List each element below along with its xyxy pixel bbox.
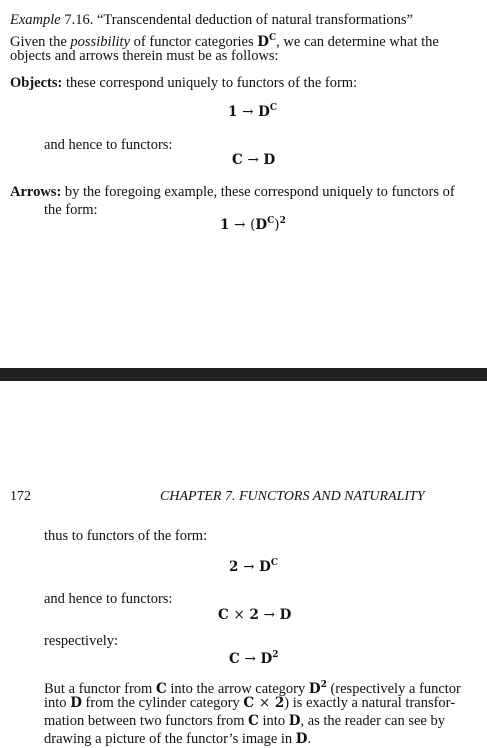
example-number: 7.16. xyxy=(64,12,94,28)
arrows-term: Arrows: xyxy=(10,184,62,200)
para-line-3: mation between two functors from C into D, as the reader can see by xyxy=(44,713,445,729)
intro-emphasis: possibility xyxy=(70,34,131,50)
objects-term: Objects: xyxy=(10,75,63,91)
intro-text-1: Given the xyxy=(10,34,67,50)
arrows-line xyxy=(10,183,455,201)
formula-C-to-D-squared: $C \to D^2$ xyxy=(229,650,279,667)
page-break-bar xyxy=(0,368,487,381)
intro-line-2: objects and arrows therein must be as follows: xyxy=(10,48,279,64)
formula-1-to-DC-squared: $1 \to (D^C)^2$ xyxy=(220,216,286,233)
formula-2-to-DC: $2 \to D^C$ xyxy=(229,558,279,575)
objects-text: these correspond uniquely to functors of the form: xyxy=(65,75,358,91)
intro-text-2: of functor categories xyxy=(133,34,254,50)
arrows-line-2: the form: xyxy=(44,202,98,218)
example-title: “Transcendental deduction of natural transformations” xyxy=(96,12,413,28)
hence-line-2: and hence to functors: xyxy=(44,591,173,607)
arrows-text: by the foregoing example, these correspond uniquely to functors of xyxy=(64,184,455,200)
example-heading xyxy=(10,11,413,29)
page-number: 172 xyxy=(10,489,31,504)
chapter-header: CHAPTER 7. FUNCTORS AND NATURALITY xyxy=(160,489,425,504)
formula-1-to-DC: $1 \to D^C$ xyxy=(228,103,278,120)
math-D-to-C: $D^C$ xyxy=(257,33,277,50)
para-line-4: drawing a picture of the functor’s image in D. xyxy=(44,731,312,747)
respectively-line: respectively: xyxy=(44,633,119,649)
thus-line: thus to functors of the form: xyxy=(44,528,208,544)
example-label: Example xyxy=(10,12,61,28)
para-line-1: But a functor from C into the arrow category $D^2$ (respectively a functor xyxy=(44,680,461,697)
formula-C-to-D: C → D xyxy=(232,152,276,168)
intro-text-3: , we can determine what the xyxy=(276,34,439,50)
objects-line xyxy=(10,74,357,92)
hence-line-1: and hence to functors: xyxy=(44,137,173,153)
formula-Cx2-to-D: C × 2 → D xyxy=(218,607,292,623)
para-line-2: into D from the cylinder category C × 2) is exactly a natural transfor- xyxy=(44,695,456,711)
